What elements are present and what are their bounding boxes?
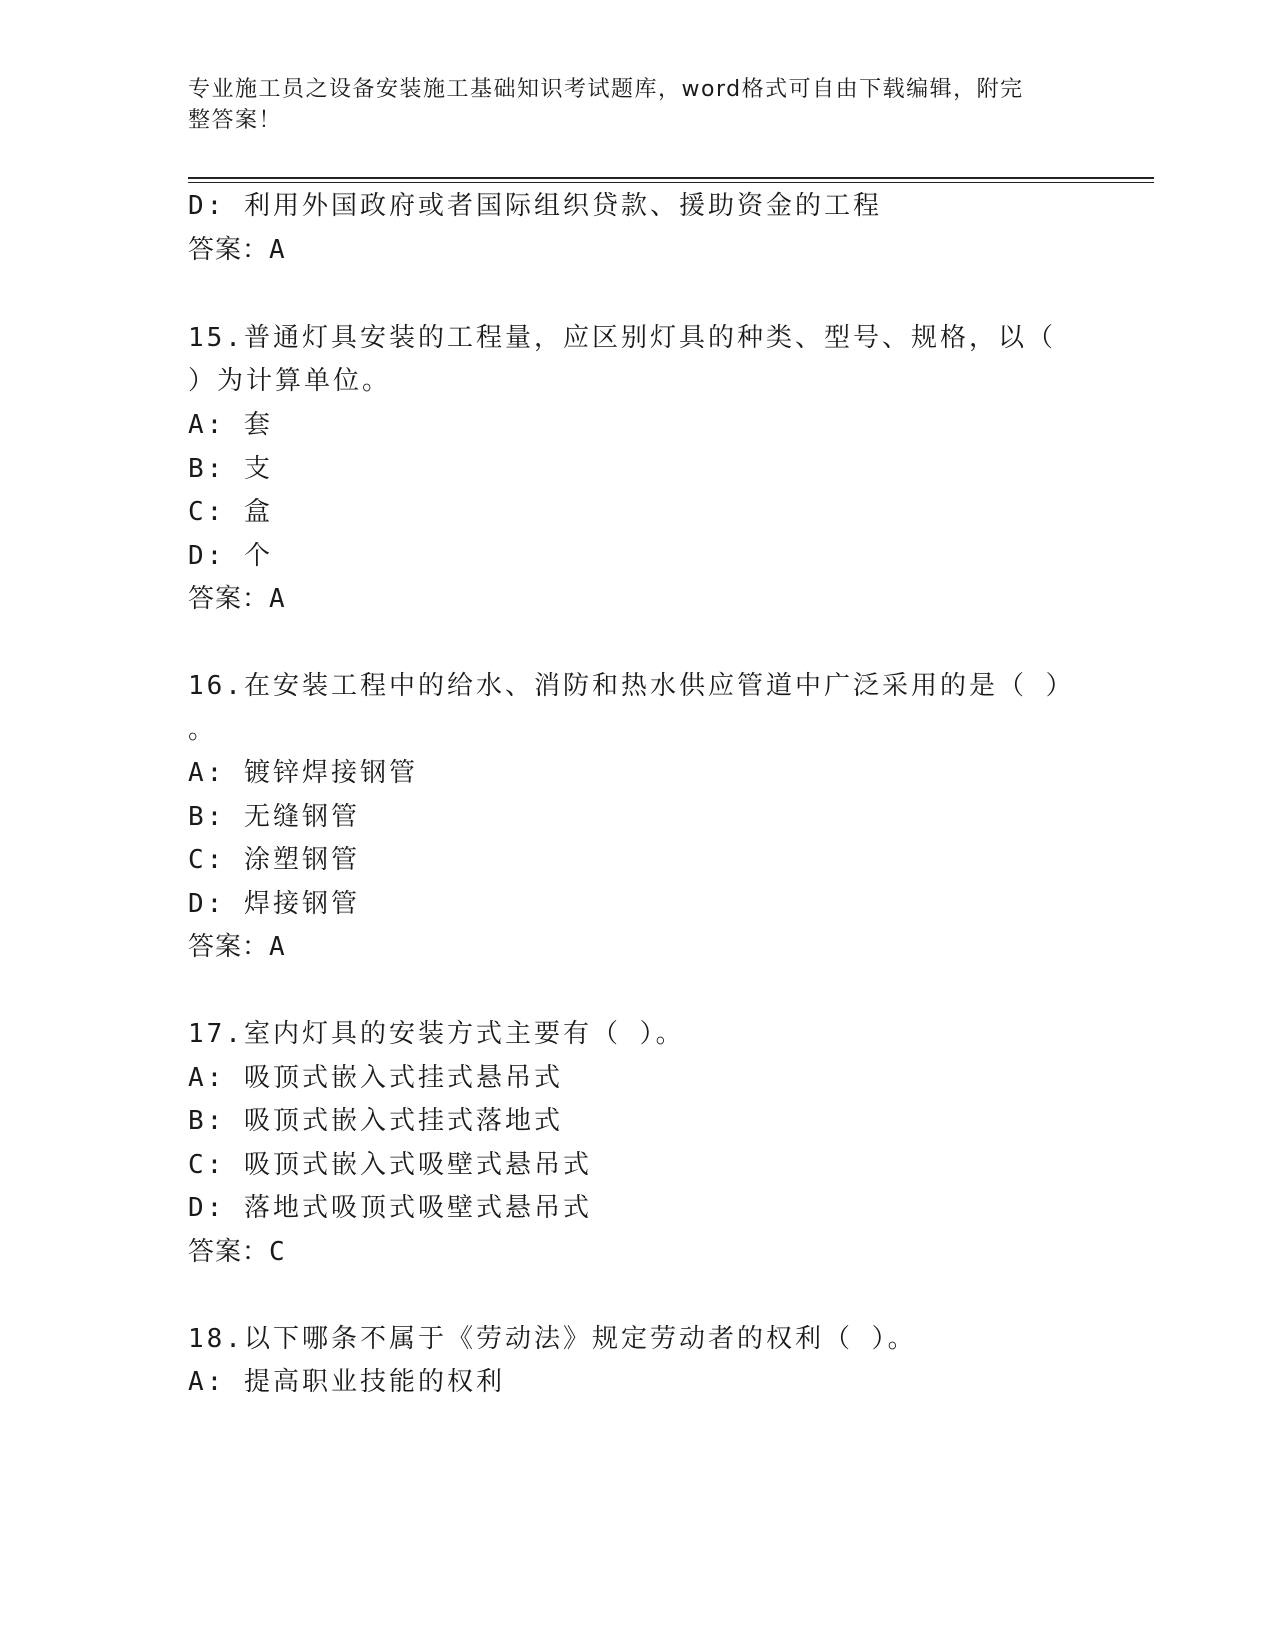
q16-option-c: C: 涂塑钢管 — [188, 845, 360, 875]
q16-answer — [188, 930, 286, 964]
q16-option-b: B: 无缝钢管 — [188, 802, 360, 832]
q16-stem-line-2: 。 — [188, 715, 218, 745]
q15-stem-line-1: 15.普通灯具安装的工程量，应区别灯具的种类、型号、规格，以（ — [188, 323, 1056, 353]
answer-label: 答案： — [188, 932, 270, 962]
q15-option-b: B: 支 — [188, 454, 273, 484]
q15-option-c: C: 盒 — [188, 497, 273, 527]
answer-value: C — [269, 1237, 286, 1267]
answer-value: A — [269, 932, 286, 962]
q15-option-d: D: 个 — [188, 541, 273, 571]
answer-value: A — [269, 235, 286, 265]
q17-option-a: A: 吸顶式嵌入式挂式悬吊式 — [188, 1063, 563, 1093]
answer-label: 答案： — [188, 235, 270, 265]
q15-answer — [188, 582, 286, 616]
q15-option-a: A: 套 — [188, 410, 273, 440]
document-header — [188, 74, 1068, 136]
header-line-1: 专业施工员之设备安装施工基础知识考试题库，word格式可自由下载编辑，附完 — [188, 77, 1024, 102]
q14-answer — [188, 233, 286, 267]
q15-stem-line-2: ）为计算单位。 — [188, 366, 392, 396]
q16-option-d: D: 焊接钢管 — [188, 889, 360, 919]
answer-label: 答案： — [188, 1237, 270, 1267]
answer-value: A — [269, 584, 286, 614]
q18-stem: 18.以下哪条不属于《劳动法》规定劳动者的权利（ ）。 — [188, 1324, 917, 1354]
q17-option-d: D: 落地式吸顶式吸壁式悬吊式 — [188, 1193, 592, 1223]
q17-option-b: B: 吸顶式嵌入式挂式落地式 — [188, 1106, 563, 1136]
header-line-2: 整答案！ — [188, 108, 283, 133]
q16-stem-line-1: 16.在安装工程中的给水、消防和热水供应管道中广泛采用的是（ ） — [188, 671, 1075, 701]
q18-option-a: A: 提高职业技能的权利 — [188, 1367, 505, 1397]
header-divider-thin — [188, 182, 1154, 183]
q14-option-d: D: 利用外国政府或者国际组织贷款、援助资金的工程 — [188, 191, 882, 221]
header-divider-thick — [188, 177, 1154, 179]
q17-answer — [188, 1235, 286, 1269]
q17-stem: 17.室内灯具的安装方式主要有（ ）。 — [188, 1019, 685, 1049]
answer-label: 答案： — [188, 584, 270, 614]
q17-option-c: C: 吸顶式嵌入式吸壁式悬吊式 — [188, 1150, 592, 1180]
q16-option-a: A: 镀锌焊接钢管 — [188, 758, 418, 788]
